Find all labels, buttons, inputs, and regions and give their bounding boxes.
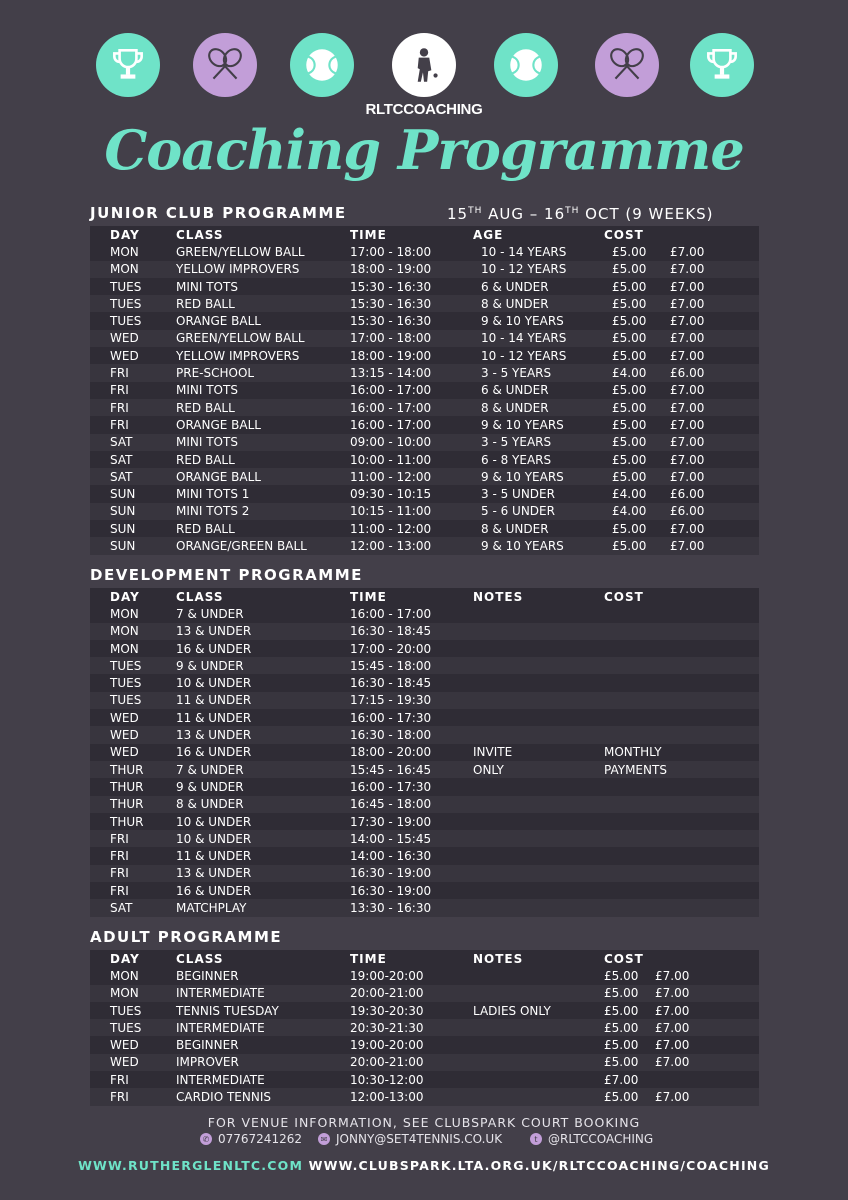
table-row [90,434,759,451]
table-cell: ORANGE/GREEN BALL [176,538,307,553]
table-cell: MINI TOTS [176,383,238,398]
table-cell: £7.00 [670,521,705,536]
venue-info: FOR VENUE INFORMATION, SEE CLUBSPARK COURT BOOKING [207,1115,641,1130]
table-row [90,278,759,295]
table-cell: 9 & 10 YEARS [481,538,564,553]
table-cell: IMPROVER [176,1055,239,1070]
table-cell: £5.00 [612,400,647,415]
player-silhouette-icon [392,33,456,97]
table-cell: 16:30 - 19:00 [350,866,432,881]
table-cell: 19:00-20:00 [350,968,424,983]
table-cell: YELLOW IMPROVERS [176,348,300,363]
adult-table [90,950,759,1106]
table-cell: WED [110,1038,139,1053]
table-cell: £5.00 [612,435,647,450]
development-table [90,588,759,917]
table-cell: ORANGE BALL [176,417,261,432]
table-cell: 15:30 - 16:30 [350,296,432,311]
table-cell: 16:00 - 17:30 [350,779,432,794]
table-cell: MON [110,986,139,1001]
table-cell: INVITE [473,745,513,760]
table-cell: £7.00 [655,1020,690,1035]
table-cell: 09:00 - 10:00 [350,435,432,450]
trophy-icon [690,33,754,97]
table-cell: 10 - 14 YEARS [481,331,567,346]
table-row [90,847,759,864]
table-row [90,899,759,916]
table-row [90,330,759,347]
table-cell: THUR [110,762,144,777]
table-header [90,226,759,243]
column-header: CLASS [176,227,224,242]
table-row [90,1019,759,1036]
table-cell: ORANGE BALL [176,314,261,329]
table-cell: FRI [110,417,129,432]
table-cell: 18:00 - 19:00 [350,262,432,277]
table-cell: £5.00 [612,452,647,467]
table-cell: £5.00 [604,1090,639,1105]
table-cell: 16 & UNDER [176,745,252,760]
table-cell: 16 & UNDER [176,883,252,898]
email-icon: ✉ [318,1133,330,1145]
table-cell: TENNIS TUESDAY [176,1003,279,1018]
table-row [90,451,759,468]
tennis-ball-icon [494,33,558,97]
table-cell: INTERMEDIATE [176,986,265,1001]
table-cell: 11 & UNDER [176,710,252,725]
table-cell: SAT [110,435,133,450]
table-row [90,520,759,537]
table-cell: £4.00 [612,487,647,502]
table-cell: 3 - 5 YEARS [481,435,552,450]
table-cell: MATCHPLAY [176,900,247,915]
table-cell: 16:30 - 19:00 [350,883,432,898]
table-cell: CARDIO TENNIS [176,1090,271,1105]
table-row [90,295,759,312]
table-cell: THUR [110,797,144,812]
table-cell: 13:30 - 16:30 [350,900,432,915]
table-cell: MINI TOTS [176,435,238,450]
table-row [90,468,759,485]
table-row [90,485,759,502]
table-cell: 16:00 - 17:00 [350,383,432,398]
table-cell: MONTHLY [604,745,662,760]
table-cell: 7 & UNDER [176,606,244,621]
table-cell: LADIES ONLY [473,1003,551,1018]
table-cell: 9 & 10 YEARS [481,417,564,432]
table-cell: TUES [110,1020,142,1035]
table-cell: WED [110,348,139,363]
table-row [90,882,759,899]
table-cell: INTERMEDIATE [176,1020,265,1035]
column-header: COST [604,951,644,966]
table-cell: WED [110,1055,139,1070]
table-cell: RED BALL [176,452,235,467]
table-cell: 11 & UNDER [176,849,252,864]
table-cell: £5.00 [612,383,647,398]
table-cell: 9 & UNDER [176,779,244,794]
table-cell: 18:00 - 20:00 [350,745,432,760]
table-cell: MON [110,606,139,621]
table-cell: 17:00 - 18:00 [350,331,432,346]
column-header: DAY [110,951,140,966]
club-website-link[interactable]: WWW.RUTHERGLENLTC.COM [78,1158,304,1173]
table-cell: 10 & UNDER [176,814,252,829]
table-cell: 8 & UNDER [481,521,549,536]
column-header: DAY [110,227,140,242]
table-cell: 09:30 - 10:15 [350,487,432,502]
table-cell: 16:45 - 18:00 [350,797,432,812]
table-row [90,967,759,984]
table-cell: 13 & UNDER [176,728,252,743]
table-cell: RED BALL [176,400,235,415]
table-cell: 8 & UNDER [481,296,549,311]
table-cell: GREEN/YELLOW BALL [176,244,305,259]
table-cell: WED [110,710,139,725]
table-cell: 10:00 - 11:00 [350,452,432,467]
table-row [90,813,759,830]
table-row [90,744,759,761]
column-header: TIME [350,589,387,604]
table-cell: £5.00 [612,417,647,432]
column-header: AGE [473,227,504,242]
table-cell: £7.00 [670,314,705,329]
table-row [90,778,759,795]
table-row [90,657,759,674]
table-row [90,537,759,554]
table-cell: 9 & UNDER [176,658,244,673]
table-cell: £7.00 [670,538,705,553]
table-cell: 15:30 - 16:30 [350,314,432,329]
table-cell: £6.00 [670,504,705,519]
table-cell: £7.00 [604,1072,639,1087]
table-cell: 10 - 12 YEARS [481,262,567,277]
table-cell: £7.00 [655,968,690,983]
junior-section-title: JUNIOR CLUB PROGRAMME [90,204,347,222]
table-cell: £7.00 [655,1038,690,1053]
column-header: NOTES [473,589,524,604]
table-cell: MINI TOTS 2 [176,504,250,519]
table-cell: BEGINNER [176,968,239,983]
table-cell: 16:00 - 17:00 [350,417,432,432]
table-cell: YELLOW IMPROVERS [176,262,300,277]
table-cell: MON [110,641,139,656]
phone-number[interactable]: 07767241262 [218,1132,302,1146]
table-cell: 16:00 - 17:30 [350,710,432,725]
table-cell: 12:00-13:00 [350,1090,424,1105]
trophy-icon [96,33,160,97]
table-cell: SUN [110,521,136,536]
table-cell: £7.00 [670,279,705,294]
table-cell: BEGINNER [176,1038,239,1053]
table-cell: TUES [110,279,142,294]
table-cell: £7.00 [670,435,705,450]
table-cell: £5.00 [612,521,647,536]
table-cell: £7.00 [655,1055,690,1070]
column-header: COST [604,589,644,604]
table-cell: £7.00 [670,400,705,415]
table-cell: £5.00 [612,469,647,484]
table-cell: £7.00 [670,331,705,346]
table-cell: 10:15 - 11:00 [350,504,432,519]
table-cell: FRI [110,849,129,864]
icon-row [0,33,848,97]
table-cell: £5.00 [612,262,647,277]
table-cell: 16:30 - 18:45 [350,624,432,639]
table-cell: 8 & UNDER [481,400,549,415]
table-cell: £4.00 [612,504,647,519]
table-row [90,640,759,657]
table-row [90,243,759,260]
table-cell: 17:30 - 19:00 [350,814,432,829]
table-row [90,1036,759,1053]
contact-row [0,1132,848,1150]
table-cell: £7.00 [655,1003,690,1018]
table-cell: FRI [110,866,129,881]
table-cell: MINI TOTS 1 [176,487,250,502]
table-cell: £7.00 [670,348,705,363]
table-cell: 20:00-21:00 [350,986,424,1001]
table-cell: FRI [110,883,129,898]
table-cell: MON [110,262,139,277]
table-row [90,312,759,329]
table-cell: 13 & UNDER [176,624,252,639]
table-cell: 6 & UNDER [481,279,549,294]
table-cell: PAYMENTS [604,762,667,777]
table-cell: RED BALL [176,296,235,311]
twitter-icon: t [530,1133,542,1145]
table-cell: 17:00 - 18:00 [350,244,432,259]
table-cell: MON [110,968,139,983]
table-cell: 15:45 - 18:00 [350,658,432,673]
table-cell: £5.00 [604,1003,639,1018]
table-cell: £5.00 [612,331,647,346]
table-cell: 16:30 - 18:45 [350,676,432,691]
column-header: NOTES [473,951,524,966]
table-cell: 11:00 - 12:00 [350,469,432,484]
table-cell: TUES [110,1003,142,1018]
table-cell: 10 - 14 YEARS [481,244,567,259]
table-row [90,623,759,640]
table-cell: 14:00 - 15:45 [350,831,432,846]
table-row [90,674,759,691]
tennis-ball-icon [290,33,354,97]
table-row [90,399,759,416]
table-cell: 9 & 10 YEARS [481,469,564,484]
table-cell: £7.00 [670,452,705,467]
table-cell: INTERMEDIATE [176,1072,265,1087]
table-cell: 10 - 12 YEARS [481,348,567,363]
table-cell: WED [110,331,139,346]
table-cell: TUES [110,676,142,691]
table-header [90,588,759,605]
table-row [90,692,759,709]
table-cell: WED [110,728,139,743]
table-row [90,382,759,399]
table-cell: MON [110,244,139,259]
table-cell: SUN [110,538,136,553]
table-cell: 7 & UNDER [176,762,244,777]
table-cell: FRI [110,1072,129,1087]
table-cell: 3 - 5 UNDER [481,487,555,502]
table-cell: 9 & 10 YEARS [481,314,564,329]
table-cell: GREEN/YELLOW BALL [176,331,305,346]
table-row [90,261,759,278]
email-address[interactable]: JONNY@SET4TENNIS.CO.UK [336,1132,503,1146]
table-row [90,364,759,381]
table-row [90,1002,759,1019]
page-title: Coaching Programme [104,118,744,182]
table-cell: FRI [110,1090,129,1105]
table-cell: 3 - 5 YEARS [481,366,552,381]
table-cell: £5.00 [604,1038,639,1053]
column-header: COST [604,227,644,242]
crossed-rackets-icon [595,33,659,97]
table-cell: £7.00 [670,417,705,432]
table-cell: RED BALL [176,521,235,536]
table-cell: SAT [110,452,133,467]
table-cell: TUES [110,658,142,673]
table-cell: £5.00 [604,968,639,983]
table-cell: 20:30-21:30 [350,1020,424,1035]
table-cell: SUN [110,504,136,519]
table-cell: ONLY [473,762,504,777]
table-cell: 14:00 - 16:30 [350,849,432,864]
table-cell: £5.00 [612,279,647,294]
table-cell: PRE-SCHOOL [176,366,255,381]
table-cell: FRI [110,831,129,846]
table-row [90,796,759,813]
column-header: CLASS [176,589,224,604]
table-header [90,950,759,967]
table-cell: £5.00 [612,314,647,329]
table-cell: £7.00 [670,383,705,398]
table-cell: 15:30 - 16:30 [350,279,432,294]
column-header: TIME [350,951,387,966]
table-cell: 17:15 - 19:30 [350,693,432,708]
table-cell: 19:30-20:30 [350,1003,424,1018]
table-cell: 10 & UNDER [176,676,252,691]
table-cell: 11:00 - 12:00 [350,521,432,536]
table-cell: 11 & UNDER [176,693,252,708]
table-cell: FRI [110,366,129,381]
table-cell: ORANGE BALL [176,469,261,484]
table-cell: 16:00 - 17:00 [350,606,432,621]
table-cell: £7.00 [655,986,690,1001]
table-row [90,985,759,1002]
table-cell: 10:30-12:00 [350,1072,424,1087]
table-cell: THUR [110,779,144,794]
column-header: DAY [110,589,140,604]
url-row [0,1158,848,1173]
table-row [90,503,759,520]
table-cell: £5.00 [612,244,647,259]
table-row [90,347,759,364]
table-cell: TUES [110,314,142,329]
table-cell: 6 & UNDER [481,383,549,398]
table-row [90,1071,759,1088]
adult-section-title: ADULT PROGRAMME [90,928,283,946]
development-section-title: DEVELOPMENT PROGRAMME [90,566,363,584]
table-cell: FRI [110,400,129,415]
table-cell: SUN [110,487,136,502]
column-header: CLASS [176,951,224,966]
table-cell: SAT [110,469,133,484]
table-cell: 10 & UNDER [176,831,252,846]
table-row [90,761,759,778]
table-row [90,709,759,726]
column-header: TIME [350,227,387,242]
table-cell: £5.00 [604,986,639,1001]
table-cell: 12:00 - 13:00 [350,538,432,553]
table-cell: 5 - 6 UNDER [481,504,555,519]
table-cell: £7.00 [670,262,705,277]
table-cell: 13:15 - 14:00 [350,366,432,381]
twitter-handle[interactable]: @RLTCCOACHING [548,1132,654,1146]
table-cell: 20:00-21:00 [350,1055,424,1070]
table-cell: TUES [110,693,142,708]
table-row [90,830,759,847]
table-cell: THUR [110,814,144,829]
brand-logo-text: RLTCCOACHING [365,101,483,118]
table-cell: £5.00 [604,1055,639,1070]
table-cell: £5.00 [604,1020,639,1035]
table-cell: 16:30 - 18:00 [350,728,432,743]
clubspark-link[interactable]: WWW.CLUBSPARK.LTA.ORG.UK/RLTCCOACHING/COACHING [308,1158,770,1173]
table-cell: 19:00-20:00 [350,1038,424,1053]
table-row [90,1088,759,1105]
table-row [90,865,759,882]
table-cell: WED [110,745,139,760]
table-cell: £5.00 [612,296,647,311]
table-cell: 17:00 - 20:00 [350,641,432,656]
table-cell: MINI TOTS [176,279,238,294]
table-row [90,726,759,743]
table-cell: £4.00 [612,366,647,381]
table-cell: £7.00 [670,244,705,259]
crossed-rackets-icon [193,33,257,97]
table-cell: 15:45 - 16:45 [350,762,432,777]
table-cell: 13 & UNDER [176,866,252,881]
table-row [90,416,759,433]
table-cell: SAT [110,900,133,915]
table-cell: £7.00 [670,469,705,484]
table-cell: £5.00 [612,538,647,553]
table-cell: £5.00 [612,348,647,363]
table-row [90,605,759,622]
programme-dates: 15TH AUG – 16TH OCT (9 WEEKS) [447,205,714,223]
phone-icon: ✆ [200,1133,212,1145]
table-cell: TUES [110,296,142,311]
table-cell: 18:00 - 19:00 [350,348,432,363]
table-cell: £7.00 [670,296,705,311]
table-row [90,1054,759,1071]
table-cell: MON [110,624,139,639]
junior-table [90,226,759,555]
table-cell: FRI [110,383,129,398]
table-cell: 8 & UNDER [176,797,244,812]
table-cell: 16 & UNDER [176,641,252,656]
table-cell: £7.00 [655,1090,690,1105]
table-cell: £6.00 [670,366,705,381]
table-cell: 16:00 - 17:00 [350,400,432,415]
table-cell: 6 - 8 YEARS [481,452,552,467]
table-cell: £6.00 [670,487,705,502]
